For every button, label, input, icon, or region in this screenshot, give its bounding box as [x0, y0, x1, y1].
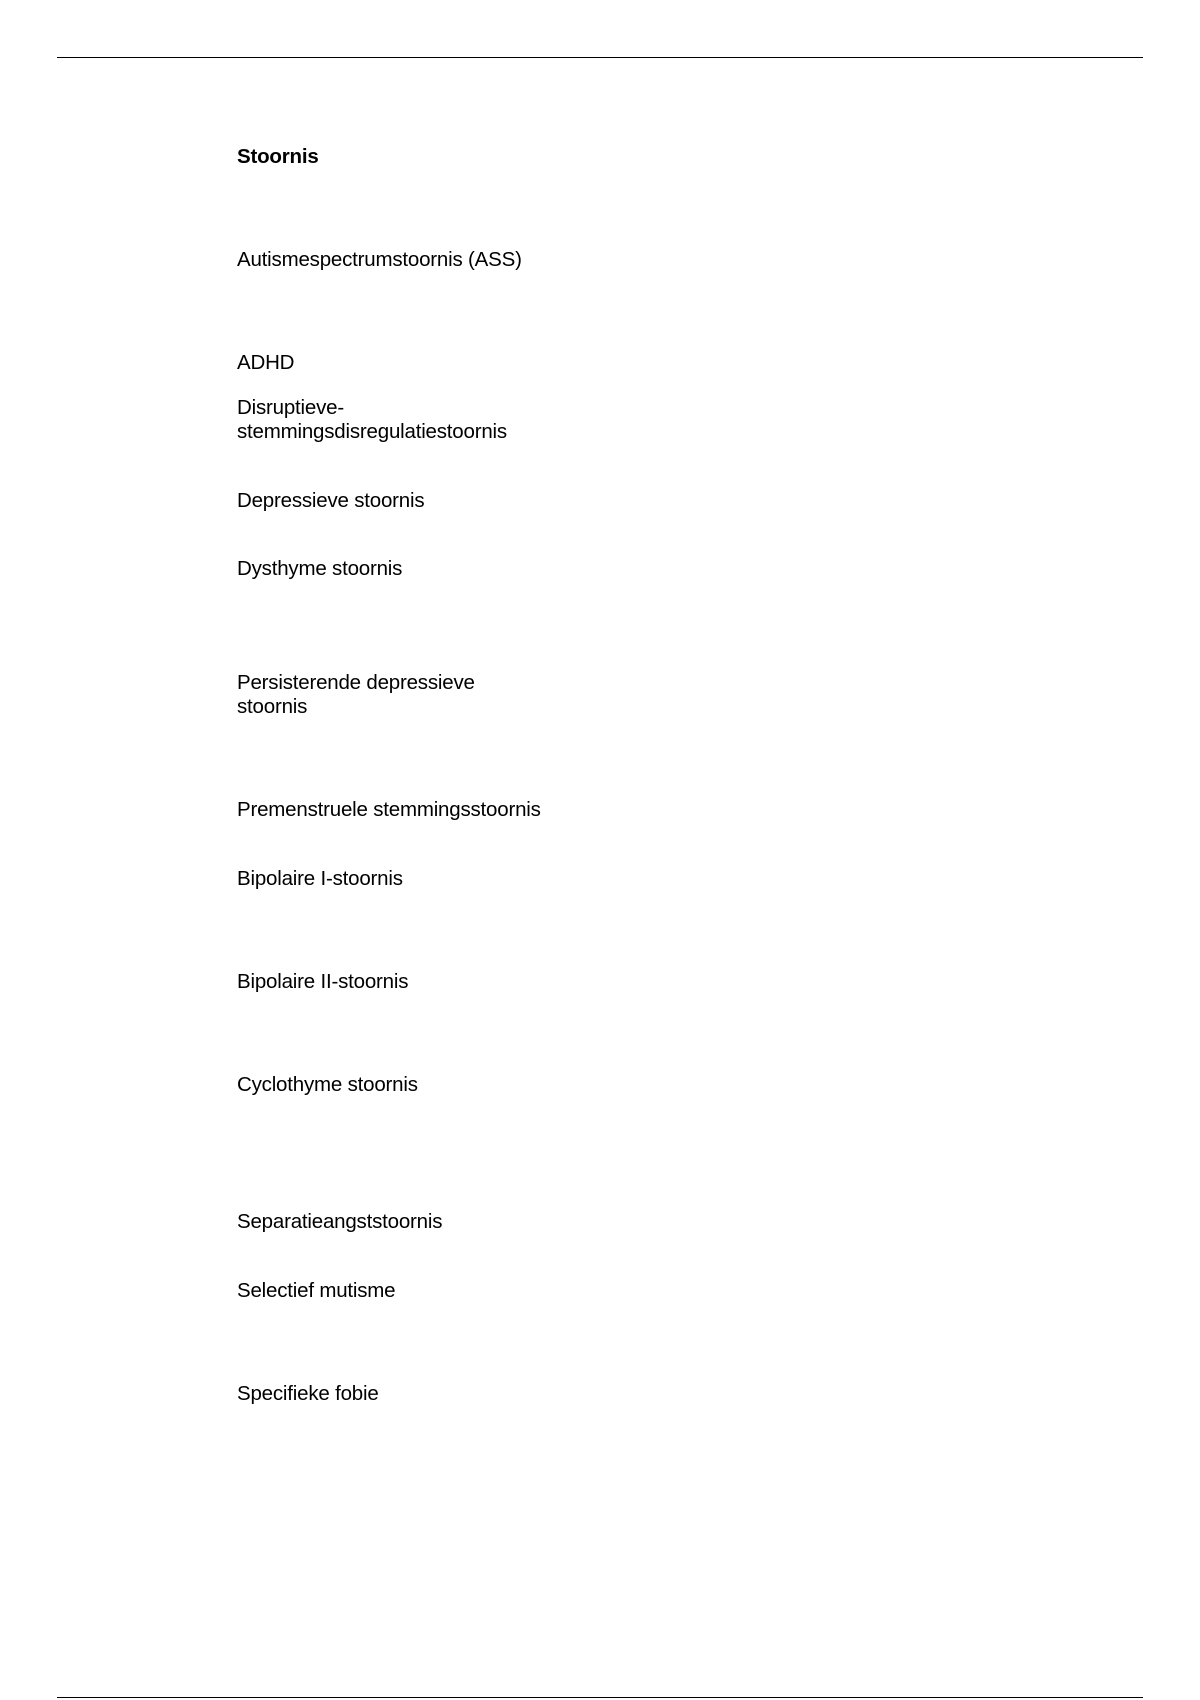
list-item: ADHD [237, 351, 295, 374]
list-item: Separatieangststoornis [237, 1210, 443, 1233]
list-item: Autismespectrumstoornis (ASS) [237, 248, 522, 271]
bottom-rule [57, 1697, 1143, 1698]
list-item: Persisterende depressieve stoornis [237, 671, 475, 718]
list-item: Dysthyme stoornis [237, 557, 403, 580]
list-item: Premenstruele stemmingsstoornis [237, 798, 541, 821]
list-item: Bipolaire I-stoornis [237, 867, 403, 890]
column-header: Stoornis [237, 145, 319, 168]
top-rule [57, 57, 1143, 58]
list-item: Specifieke fobie [237, 1382, 379, 1405]
list-item: Cyclothyme stoornis [237, 1073, 418, 1096]
list-item: Depressieve stoornis [237, 489, 425, 512]
list-item: Selectief mutisme [237, 1279, 396, 1302]
list-item: Bipolaire II-stoornis [237, 970, 409, 993]
list-item: Disruptieve- stemmingsdisregulatiestoornis [237, 396, 507, 443]
